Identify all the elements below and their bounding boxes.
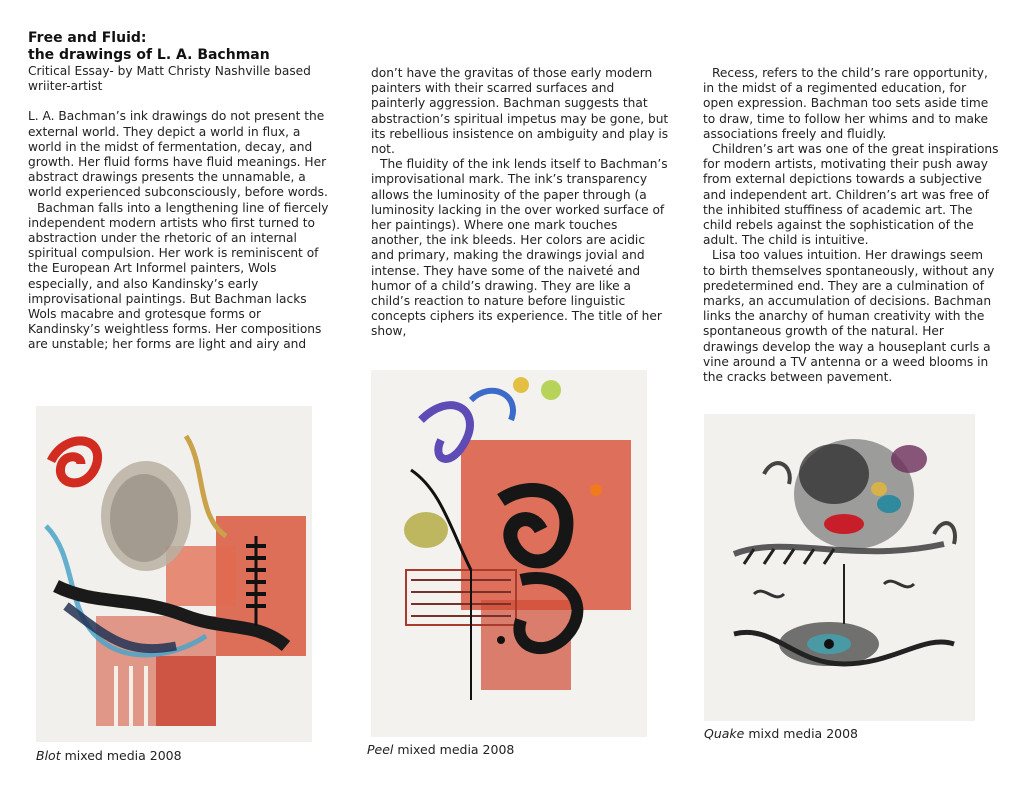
artwork-peel-image <box>371 370 647 737</box>
artwork-quake-image <box>704 414 975 721</box>
byline-line2: wriiter-artist <box>28 79 103 94</box>
column-1 <box>28 30 336 353</box>
essay-title-line2: the drawings of L. A. Bachman <box>28 47 270 63</box>
column3-paragraph-2: Children’s art was one of the great inspirations for modern artists, motivating their push away from external depictions towards a subjective and independent art. Children’s art was free of the inhibited stuffiness of academic art. The child rebels against the sophistication of the adult. The child is intuitive. <box>703 142 999 248</box>
column-2 <box>371 66 671 340</box>
caption-quake-text: mixd media 2008 <box>744 726 859 741</box>
caption-quake-title: Quake <box>704 726 745 741</box>
caption-blot-title: Blot <box>36 748 61 763</box>
caption-peel-text: mixed media 2008 <box>393 742 515 757</box>
column3-paragraph-3: Lisa too values intuition. Her drawings seem to birth themselves spontaneously, without any predetermined end. They are a culmination of marks, an accumulation of decisions. Bachman links the anarchy of human creativity with the spontaneous growth of the natural. Her drawings develop the way a houseplant curls a vine around a TV antenna or a weed blooms in the cracks between pavement. <box>703 248 995 385</box>
caption-peel <box>367 742 514 757</box>
column2-paragraph-2: The fluidity of the ink lends itself to Bachman’s improvisational mark. The ink’s transparency allows the luminosity of the paper through (a luminosity lacking in the over worked surface of her paintings). Where one mark touches another, the ink bleeds. Her colors are acidic and primary, making the drawings jovial and intense. They have some of the naiveté and humor of a child’s drawing. They are like a child’s reaction to nature before linguistic concepts ciphers its experience. The title of her show, <box>371 157 668 339</box>
caption-blot-text: mixed media 2008 <box>60 748 182 763</box>
column1-paragraph-2: Bachman falls into a lengthening line of fiercely independent modern artists who first turned to abstraction under the rhetoric of an internal spiritual compulsion. Her work is reminiscent of the European Art Informel painters, Wols especially, and also Kandinsky’s early improvisational paintings. But Bachman lacks Wols macabre and grotesque forms or Kandinsky’s weightless forms. Her compositions are unstable; her forms are light and airy and <box>28 200 329 352</box>
byline-line1: Critical Essay- by Matt Christy Nashville based <box>28 64 311 78</box>
caption-blot <box>36 748 182 763</box>
column2-paragraph-1: don’t have the gravitas of those early modern painters with their scarred surfaces and painterly aggression. Bachman suggests that abstraction’s spiritual impetus may be gone, but its rebellious insistence on ambiguity and play is not. <box>371 66 669 157</box>
column3-paragraph-1: Recess, refers to the child’s rare opportunity, in the midst of a regimented education, for open expression. Bachman too sets aside time to draw, time to follow her whims and to make associations freely and fluidly. <box>703 66 989 141</box>
artwork-blot-image <box>36 406 312 742</box>
column1-paragraph-1: L. A. Bachman’s ink drawings do not present the external world. They depict a world in flux, a world in the midst of fermentation, decay, and growth. Her fluid forms have fluid meanings. Her abstract drawings presents the unnamable, a world experienced subconsciously, before words. <box>28 109 328 200</box>
essay-title-line1: Free and Fluid: <box>28 30 147 46</box>
column-3 <box>703 66 999 385</box>
caption-peel-title: Peel <box>367 742 394 757</box>
caption-quake <box>704 726 858 741</box>
